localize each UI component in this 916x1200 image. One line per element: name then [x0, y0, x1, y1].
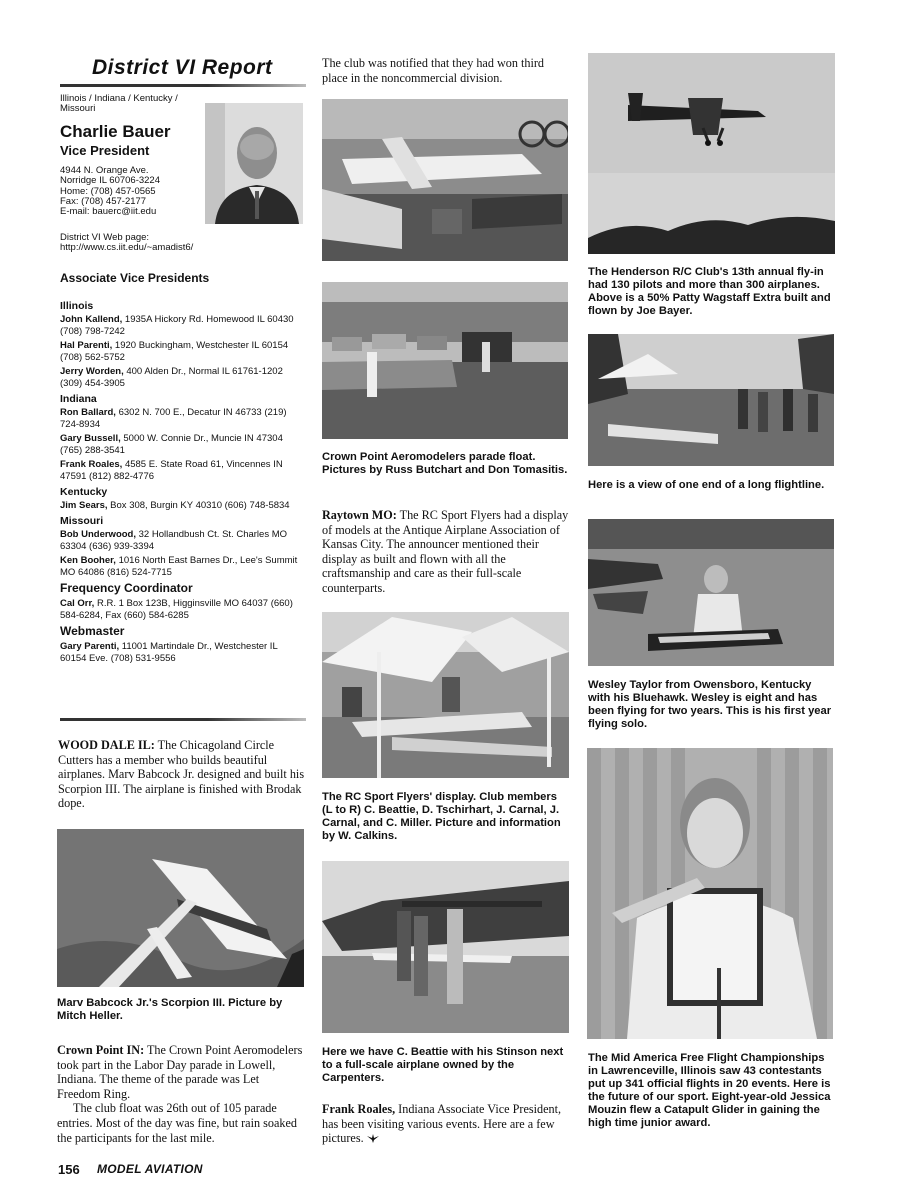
state-kentucky: Kentucky — [60, 486, 108, 498]
raytown-article: Raytown MO: The RC Sport Flyers had a display of models at the Antique Airplane Association of Kansas City. The announcer mentioned their display as built and flown with all the craftsmanship and care as their full-scale counterparts. — [322, 508, 569, 595]
scorpion-photo — [57, 829, 304, 987]
avp-entry: Jerry Worden, 400 Alden Dr., Normal IL 61761-1202 (309) 454-3905 — [60, 366, 283, 389]
title-rule — [60, 84, 306, 87]
frequency-coordinator-entry: Cal Orr, R.R. 1 Box 123B, Higginsville MO 64037 (660) 584-6284, Fax (660) 584-6285 — [60, 598, 293, 621]
caption-flightline: Here is a view of one end of a long flightline. — [588, 479, 825, 491]
vp-web-label: District VI Web page: — [60, 232, 150, 243]
caption-extra: The Henderson R/C Club's 13th annual fly-in had 130 pilots and more than 300 airplanes. Above is a 50% Patty Wagstaff Extra built and flown by Joe Bayer. — [588, 266, 831, 318]
caption-jessica: The Mid America Free Flight Championships in Lawrenceville, Illinois saw 43 contestants put up 341 official flights in 20 events. Here is the future of our sport. Eight-year-old Jessica Mouzin flew a Catapult Glider in gaining the high time junior award. — [588, 1052, 831, 1130]
vp-home-phone: Home: (708) 457-0565 — [60, 185, 156, 197]
avp-entry: Hal Parenti, 1920 Buckingham, Westchester IL 60154 (708) 562-5752 — [60, 340, 289, 363]
rc-sport-flyers-display-photo — [322, 612, 569, 778]
crown-point-para2: The club float was 26th out of 105 parade entries. Most of the day was fine, but rain soaked the participants for the last mile. — [57, 1101, 297, 1145]
avp-entry: Gary Bussell, 5000 W. Connie Dr., Muncie IN 47304 (765) 288-3541 — [60, 433, 283, 456]
end-mark-icon — [367, 1132, 379, 1141]
wesley-bluehawk-photo — [588, 519, 834, 666]
caption-parade: Crown Point Aeromodelers parade float. Pictures by Russ Butchart and Don Tomasitis. — [322, 451, 568, 477]
avp-entry: Jim Sears, Box 308, Burgin KY 40310 (606) 748-5834 — [60, 500, 290, 511]
state-missouri: Missouri — [60, 515, 104, 527]
avp-directory — [60, 297, 305, 667]
vp-addr-line1: 4944 N. Orange Ave. — [60, 165, 149, 176]
vp-web-url[interactable]: http://www.cs.iit.edu/~amadist6/ — [60, 242, 194, 254]
jessica-award-photo — [587, 748, 833, 1039]
avp-entry: John Kallend, 1935A Hickory Rd. Homewood IL 60430 (708) 798-7242 — [60, 314, 294, 337]
page-number: 156 — [58, 1162, 80, 1177]
avp-entry: Bob Underwood, 32 Hollandbush Ct. St. Charles MO 63304 (636) 939-3394 — [60, 529, 288, 552]
parade-float-photo-2 — [322, 282, 568, 439]
avp-entry: Ken Booher, 1016 North East Barnes Dr., Lee's Summit MO 64086 (816) 524-7715 — [60, 555, 298, 578]
frequency-coordinator-heading: Frequency Coordinator — [60, 581, 193, 595]
avp-entry: Frank Roales, 4585 E. State Road 61, Vincennes IN 47591 (812) 882-4776 — [60, 459, 283, 482]
stinson-photo — [322, 861, 569, 1033]
crown-point-article — [57, 1043, 305, 1145]
vp-portrait-photo — [205, 103, 303, 224]
flightline-photo — [588, 334, 834, 466]
col2-intro-text: The club was notified that they had won third place in the noncommercial division. — [322, 56, 545, 85]
webmaster-heading: Webmaster — [60, 624, 125, 638]
vp-address — [60, 166, 205, 217]
states-list: Illinois / Indiana / Kentucky / Missouri — [60, 93, 178, 114]
state-indiana: Indiana — [60, 393, 97, 405]
vp-name: Charlie Bauer — [60, 122, 171, 141]
avp-heading: Associate Vice Presidents — [60, 271, 210, 285]
section-rule — [60, 718, 306, 721]
vp-title: Vice President — [60, 143, 150, 158]
caption-stinson: Here we have C. Beattie with his Stinson next to a full-scale airplane owned by the Carpenters. — [322, 1046, 564, 1085]
state-illinois: Illinois — [60, 300, 94, 312]
crown-point-para1: Crown Point IN: The Crown Point Aeromodelers took part in the Labor Day parade in Lowell, Indiana. The theme of the parade was Let Freedom Ring. — [57, 1043, 303, 1101]
wood-dale-article: WOOD DALE IL: The Chicagoland Circle Cutters has a member who builds beautiful airplanes. Marv Babcock Jr. designed and built his Scorpion III. The airplane is finished with Brodak dope. — [58, 738, 305, 811]
vp-fax: Fax: (708) 457-2177 — [60, 195, 147, 207]
extra-aircraft-photo — [588, 53, 835, 254]
report-title: District VI Report — [92, 56, 273, 79]
caption-display: The RC Sport Flyers' display. Club members (L to R) C. Beattie, D. Tschirhart, J. Carnal, J. Carnal, and C. Miller. Picture and information by W. Calkins. — [322, 791, 561, 843]
vp-email[interactable]: E-mail: bauerc@iit.edu — [60, 206, 157, 218]
avp-entry: Ron Ballard, 6302 N. 700 E., Decatur IN 46733 (219) 724-8934 — [60, 407, 287, 430]
webmaster-entry: Gary Parenti, 11001 Martindale Dr., Westchester IL 60154 Eve. (708) 531-9556 — [60, 641, 278, 664]
parade-float-photo-1 — [322, 99, 568, 261]
caption-scorpion: Marv Babcock Jr.'s Scorpion III. Picture by Mitch Heller. — [57, 997, 283, 1023]
vp-addr-line2: Norridge IL 60706-3224 — [60, 175, 160, 187]
caption-wesley: Wesley Taylor from Owensboro, Kentucky with his Bluehawk. Wesley is eight and has been flying for two years. This is his first year flying solo. — [588, 679, 832, 731]
frank-roales-article: Frank Roales, Indiana Associate Vice President, has been visiting various events. Here are a few pictures. — [322, 1102, 562, 1146]
vp-web — [60, 233, 260, 254]
magazine-name: MODEL AVIATION — [97, 1162, 203, 1176]
